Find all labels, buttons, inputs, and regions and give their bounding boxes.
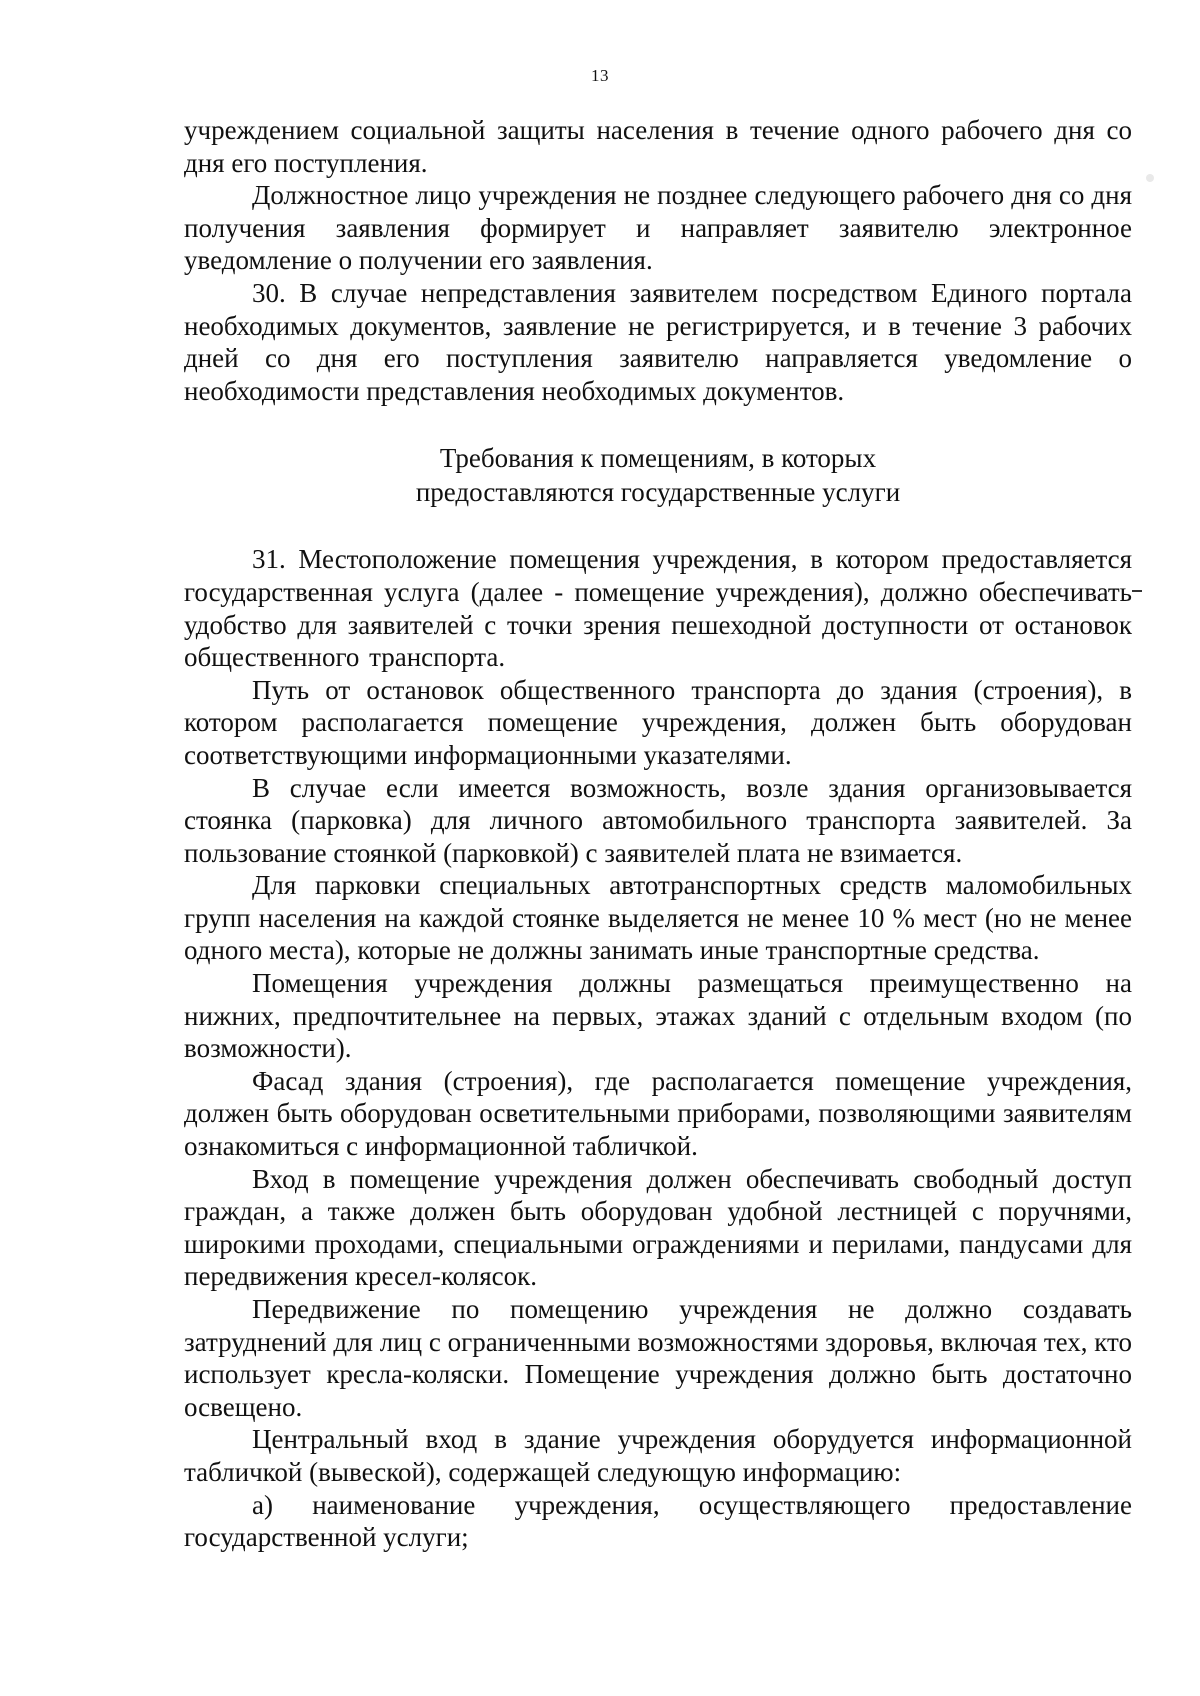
paragraph-special-parking: Для парковки специальных автотранспортных средств маломобильных групп населения на каждой стоянке выделяется не менее 10 % мест (но не менее одного места), которые не должны занимать иные транспортные средства. bbox=[184, 870, 1132, 966]
paragraph-entrance-access: Вход в помещение учреждения должен обеспечивать свободный доступ граждан, а также должен быть оборудован удобной лестницей с поручнями, широкими проходами, специальными ограждениями и перилами, пандусами для передвижения кресел-колясок. bbox=[184, 1163, 1132, 1292]
document-body bbox=[184, 114, 1132, 1554]
paragraph-route-signs: Путь от остановок общественного транспорта до здания (строения), в котором располагается помещение учреждения, должен быть оборудован соответствующими информационными указателями. bbox=[184, 674, 1132, 770]
paragraph-floor-location: Помещения учреждения должны размещаться преимущественно на нижних, предпочтительнее на первых, этажах зданий с отдельным входом (по возможности). bbox=[184, 968, 1132, 1064]
section-heading bbox=[184, 441, 1132, 509]
section-heading-line-2: предоставляются государственные услуги bbox=[415, 477, 901, 508]
list-item-a: а) наименование учреждения, осуществляющего предоставление государственной услуги; bbox=[184, 1489, 1132, 1553]
scan-artifact-dot bbox=[1146, 174, 1154, 182]
scan-artifact-mark bbox=[1132, 590, 1142, 592]
paragraph-continuation: учреждением социальной защиты населения в течение одного рабочего дня со дня его поступления. bbox=[184, 115, 1132, 178]
paragraph-parking: В случае если имеется возможность, возле здания организовывается стоянка (парковка) для личного автомобильного транспорта заявителей. За пользование стоянкой (парковкой) с заявителей плата не взимается. bbox=[184, 772, 1132, 868]
paragraph-movement: Передвижение по помещению учреждения не должно создавать затруднений для лиц с ограниченными возможностями здоровья, включая тех, кто использует кресла-коляски. Помещение учреждения должно быть достаточно освещено. bbox=[184, 1294, 1132, 1422]
paragraph-item-30: 30. В случае непредставления заявителем посредством Единого портала необходимых документов, заявление не регистрируется, и в течение 3 рабочих дней со дня его поступления заявителю направляется уведомление о необходимости представления необходимых документов. bbox=[184, 277, 1132, 406]
section-heading-line-1: Требования к помещениям, в которых bbox=[439, 443, 877, 474]
paragraph-facade-lighting: Фасад здания (строения), где располагается помещение учреждения, должен быть оборудован осветительными приборами, позволяющими заявителям ознакомиться с информационной табличкой. bbox=[184, 1065, 1132, 1162]
page-number: 13 bbox=[591, 66, 609, 85]
paragraph-official-notice: Должностное лицо учреждения не позднее следующего рабочего дня со дня получения заявления формирует и направляет заявителю электронное уведомление о получении его заявления. bbox=[184, 180, 1132, 276]
paragraph-central-entrance: Центральный вход в здание учреждения оборудуется информационной табличкой (вывеской), содержащей следующую информацию: bbox=[184, 1424, 1132, 1487]
paragraph-item-31: 31. Местоположение помещения учреждения, в котором предоставляется государственная услуга (далее - помещение учреждения), должно обеспечивать удобство для заявителей с точки зрения пешеходной доступности от остановок общественного транспорта. bbox=[184, 544, 1132, 673]
